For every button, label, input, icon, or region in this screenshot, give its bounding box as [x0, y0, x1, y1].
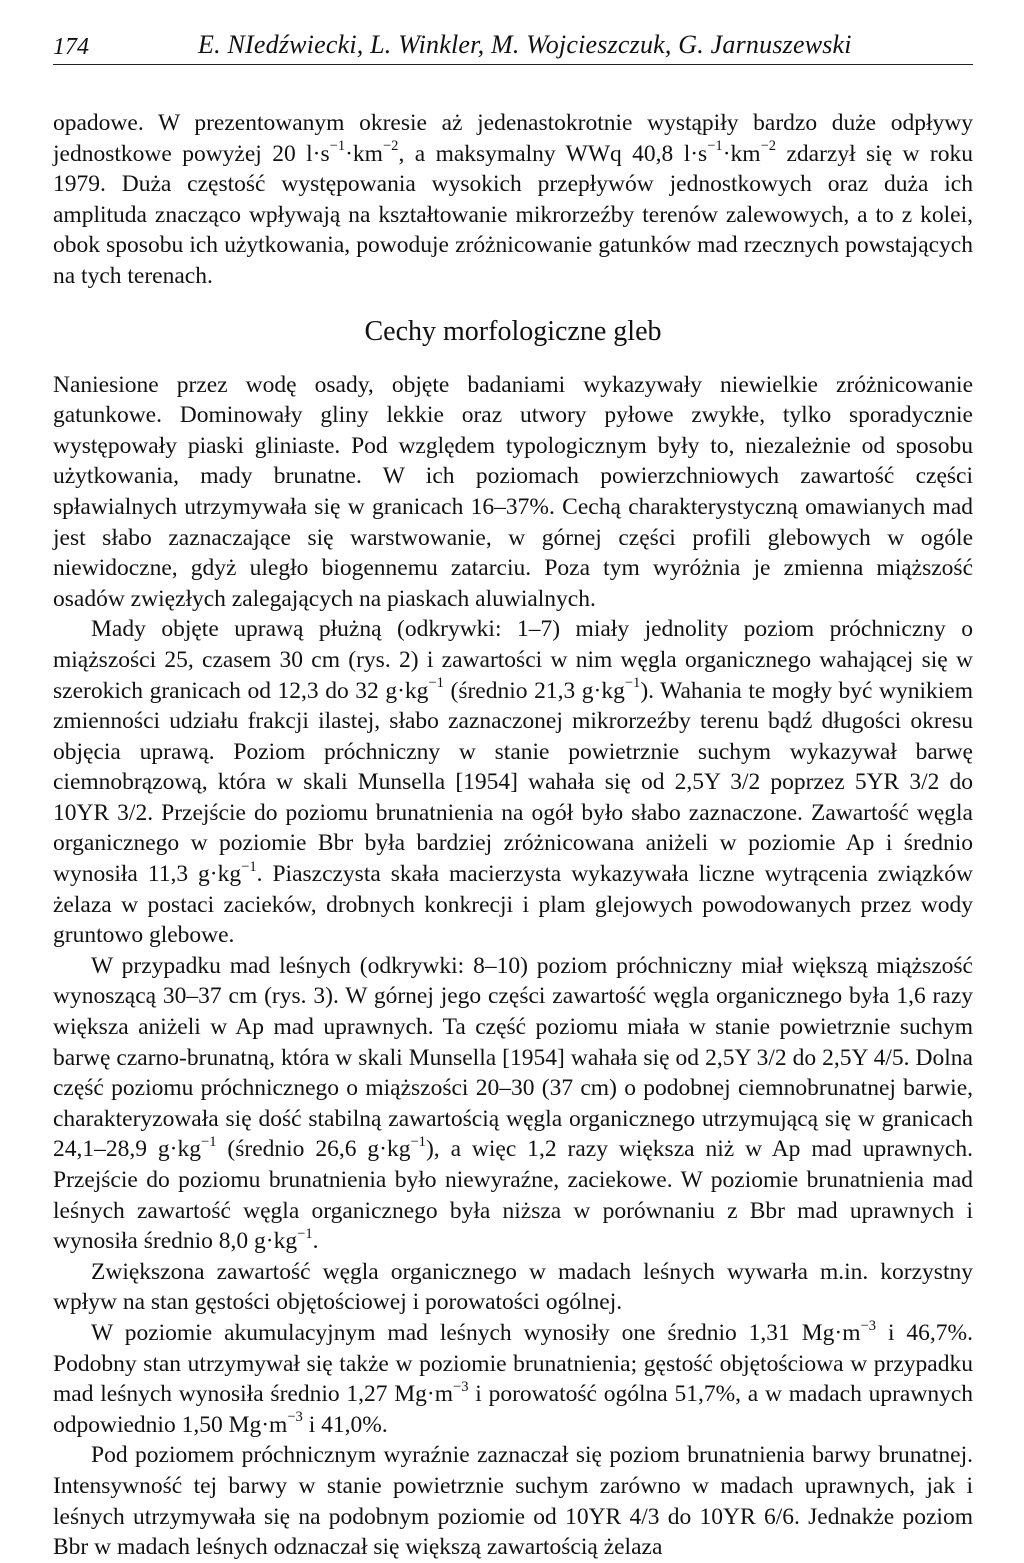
- paragraph-1: [53, 108, 973, 292]
- paragraph-4-text-c: ), a więc 1,2 razy większa niż w Ap mad uprawnych. Przejście do poziomu brunatnienia było niewyraźne, zaciekowe. W poziomie brunatnienia mad leśnych zawartość węgla organicznego była niższa w porównaniu z Bbr mad uprawnych i wynosiła średnio 8,0 g·kg: [53, 1136, 973, 1255]
- section-title: Cechy morfologiczne gleb: [364, 315, 662, 347]
- paragraph-3-text-c: ). Wahania te mogły być wynikiem zmienności udziału frakcji ilastej, słabo zaznaczonej mikrorzeźby terenu bądź długości okresu objęcia uprawą. Poziom próchniczny w stanie powietrznie suchym wykazywał barwę ciemnobrązową, która w skali Munsella [1954] wahała się od 2,5Y 3/2 poprzez 5YR 3/2 do 10YR 3/2. Przejście do poziomu brunatnienia na ogół było słabo zaznaczone. Zawartość węgla organicznego w poziomie Bbr była bardziej zróżnicowana aniżeli w poziomie Ap i średnio wynosiła 11,3 g·kg: [53, 677, 973, 888]
- running-head-authors: E. NIedźwiecki, L. Winkler, M. Wojcieszczuk, G. Jarnuszewski: [198, 30, 852, 59]
- body-text: [53, 108, 973, 1563]
- paragraph-1-text-e: zdarzył się w roku 1979. Duża częstość występowania wysokich przepływów jednostkowych oraz duża ich amplituda znacząco wpływają na kształtowanie mikrorzeźby terenów zalewowych, a to z kolei, obok sposobu ich użytkowania, powoduje zróżnicowanie gatunków mad rzecznych powstających na tych terenach.: [53, 140, 973, 289]
- exponent: −3: [453, 1378, 469, 1395]
- paragraph-3-text-b: (średnio 21,3 g·kg: [443, 677, 625, 704]
- exponent: −1: [410, 1134, 426, 1151]
- header-rule: [53, 64, 973, 65]
- paragraph-7: Pod poziomem próchnicznym wyraźnie zaznaczał się poziom brunatnienia barwy brunatnej. Intensywność tej barwy w stanie powietrznie suchym zarówno w madach uprawnych, jak i leśnych utrzymywała się na podobnym poziomie od 10YR 4/3 do 10YR 6/6. Jednakże poziom Bbr w madach leśnych odznaczał się większą zawartością żelaza: [53, 1442, 973, 1561]
- exponent: −1: [707, 138, 723, 155]
- exponent: −1: [624, 675, 641, 692]
- exponent: −2: [382, 138, 399, 155]
- exponent: −2: [760, 138, 777, 155]
- exponent: −1: [297, 1225, 313, 1242]
- paragraph-4-text-d: .: [312, 1228, 319, 1255]
- page-header: [53, 0, 973, 66]
- paragraph-4: [53, 951, 973, 1257]
- exponent: −3: [860, 1317, 876, 1334]
- paragraph-5: Zwiększona zawartość węgla organicznego w madach leśnych wywarła m.in. korzystny wpływ na stan gęstości objętościowej i porowatości ogólnej.: [53, 1258, 973, 1316]
- exponent: −1: [201, 1134, 217, 1151]
- paragraph-4-text-b: (średnio 26,6 g·kg: [216, 1136, 411, 1163]
- paragraph-3-text-a: Mady objęte uprawą płużną (odkrywki: 1–7) miały jednolity poziom próchniczny o miąższości 25, czasem 30 cm (rys. 2) i zawartości w nim węgla organicznego wahającej się w szerokich granicach od 12,3 do 32 g·kg: [53, 616, 973, 704]
- exponent: −1: [428, 675, 444, 692]
- paragraph-3-text-d: . Piaszczysta skała macierzysta wykazywała liczne wytrącenia związków żelaza w postaci zacieków, drobnych konkrecji i plam glejowych powodowanych przez wody gruntowo glebowe.: [53, 861, 973, 949]
- paragraph-6: [53, 1318, 973, 1440]
- paragraph-3: [53, 614, 973, 951]
- paragraph-6-text-b: i 46,7%. Podobny stan utrzymywał się także w poziomie brunatnienia; gęstość objętościowa w przypadku mad leśnych wynosiła średnio 1,27 Mg·m: [53, 1319, 973, 1408]
- paragraph-6-text-a: W poziomie akumulacyjnym mad leśnych wynosiły one średnio 1,31 Mg·m: [91, 1319, 861, 1346]
- exponent: −1: [241, 858, 257, 875]
- paragraph-1-text-a: opadowe. W prezentowanym okresie aż jedenastokrotnie wystąpiły bardzo duże odpływy jednostkowe powyżej 20 l·s: [53, 110, 973, 167]
- paragraph-1-text-b: ·km: [345, 140, 383, 167]
- paragraph-2: Naniesione przez wodę osady, objęte badaniami wykazywały niewielkie zróżnicowanie gatunkowe. Dominowały gliny lekkie oraz utwory pyłowe zwykłe, tylko sporadycznie występowały piaski gliniaste. Pod względem typologicznym były to, niezależnie od sposobu użytkowania, mady brunatne. W ich poziomach powierzchniowych zawartość części spławialnych utrzymywała się w granicach 16–37%. Cechą charakterystyczną omawianych mad jest słabo zaznaczające się warstwowanie, w górnej części profili glebowych w ogóle niewidoczne, gdyż uległo biogennemu zatarciu. Poza tym wyróżnia je zmienna miąższość osadów zwięzłych zalegających na piaskach aluwialnych.: [53, 371, 973, 612]
- page-number: 174: [53, 34, 89, 60]
- paragraph-6-text-c: i porowatość ogólna 51,7%, a w madach uprawnych odpowiednio 1,50 Mg·m: [53, 1381, 973, 1438]
- paragraph-4-text-a: W przypadku mad leśnych (odkrywki: 8–10) poziom próchniczny miał większą miąższość wynoszącą 30–37 cm (rys. 3). W górnej jego części zawartość węgla organicznego była 1,6 razy większa aniżeli w Ap mad uprawnych. Ta część poziomu miała w stanie powietrznie suchym barwę czarno-brunatną, która w skali Munsella [1954] wahała się od 2,5Y 3/2 do 2,5Y 4/5. Dolna część poziomu próchnicznego o miąższości 20–30 (37 cm) o podobnej ciemnobrunatnej barwie, charakteryzowała się dość stabilną zawartością węgla organicznego utrzymującą się w granicach 24,1–28,9 g·kg: [53, 952, 973, 1163]
- exponent: −3: [287, 1409, 303, 1426]
- paragraph-6-text-d: i 41,0%.: [302, 1411, 388, 1438]
- paragraph-1-text-c: , a maksymalny WWq 40,8 l·s: [398, 140, 708, 167]
- paragraph-1-text-d: ·km: [722, 140, 761, 167]
- exponent: −1: [329, 138, 346, 155]
